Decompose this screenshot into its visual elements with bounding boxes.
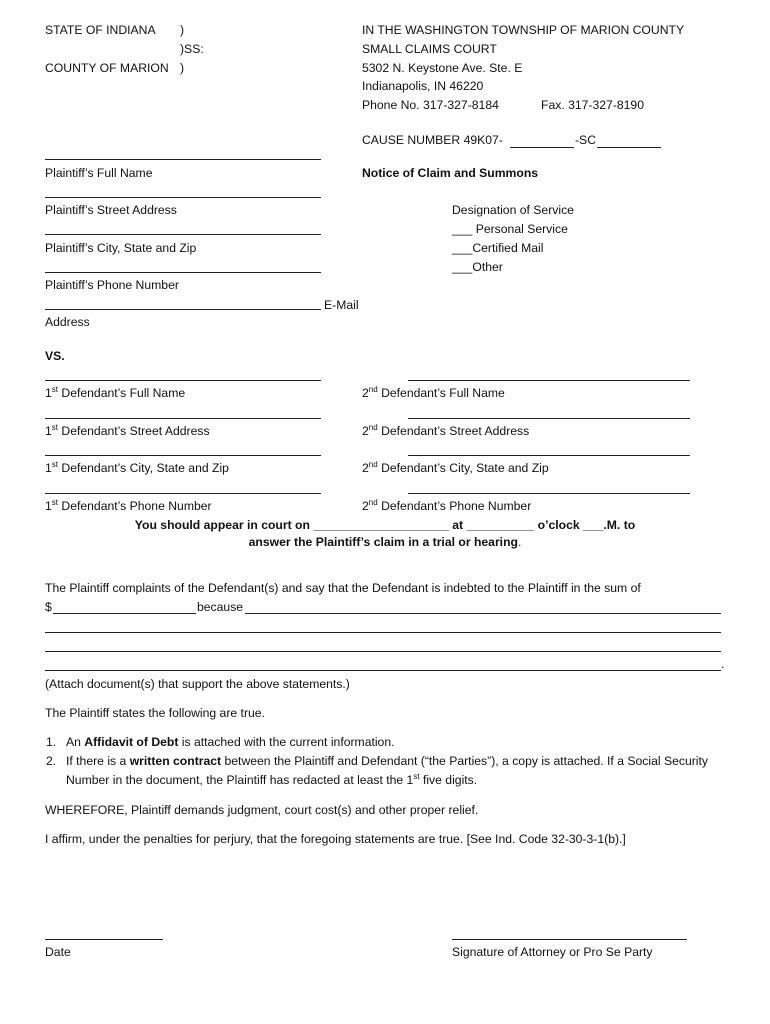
cause-number-blank-1[interactable] [510,147,574,148]
plaintiff-full-name-line[interactable] [45,159,321,160]
court-address-line2: Indianapolis, IN 46220 [362,79,484,93]
defendant1-full-name-line[interactable] [45,380,321,381]
defendant1-phone-line[interactable] [45,493,321,494]
defendant2-phone-label: 2nd Defendant’s Phone Number [362,498,532,513]
defendant2-city-line[interactable] [408,455,690,456]
plaintiff-full-name-label: Plaintiff’s Full Name [45,166,153,180]
service-personal-option[interactable]: ___ Personal Service [452,222,568,236]
versus-label: VS. [45,349,65,363]
complaint-reason-line-1[interactable] [245,613,721,614]
cause-number-blank-2[interactable] [597,147,661,148]
list-item-affidavit: 1. An Affidavit of Debt is attached with the current information. [46,735,395,749]
service-other-option[interactable]: ___Other [452,260,503,274]
defendant2-street-line[interactable] [408,418,690,419]
plaintiff-city-label: Plaintiff’s City, State and Zip [45,241,197,255]
complaint-trailing-period: . [721,657,725,671]
complaint-dollar-sign: $ [45,600,52,614]
plaintiff-phone-line[interactable] [45,272,321,273]
defendant2-street-label: 2nd Defendant’s Street Address [362,423,530,438]
plaintiff-city-line[interactable] [45,234,321,235]
defendant1-street-line[interactable] [45,418,321,419]
complaint-reason-line-4[interactable] [45,670,721,671]
affirmation-statement: I affirm, under the penalties for perjury, that the foregoing statements are true. [See Ind. Code 32-30-3-1(b).] [45,832,626,846]
caption-ss: )SS: [180,42,204,56]
wherefore-statement: WHEREFORE, Plaintiff demands judgment, court cost(s) and other proper relief. [45,803,479,817]
date-line[interactable] [45,939,163,940]
designation-of-service-heading: Designation of Service [452,203,574,217]
cause-number-sc: -SC [575,133,596,147]
complaint-because-label: because [197,600,244,614]
complaint-statement: The Plaintiff complaints of the Defendant(s) and say that the Defendant is indebted to the Plaintiff in the sum of [45,581,641,595]
defendant1-phone-label: 1st Defendant’s Phone Number [45,498,212,513]
appear-in-court-line2: answer the Plaintiff’s claim in a trial or hearing. [248,535,522,549]
complaint-amount-line[interactable] [53,613,196,614]
court-phone: Phone No. 317-327-8184 [362,98,499,112]
plaintiff-phone-label: Plaintiff’s Phone Number [45,278,179,292]
county-of-marion-label: COUNTY OF MARION [45,61,169,75]
court-name-line1: IN THE WASHINGTON TOWNSHIP OF MARION COUNTY [362,23,685,37]
complaint-reason-line-3[interactable] [45,651,721,652]
court-address-line1: 5302 N. Keystone Ave. Ste. E [362,61,523,75]
signature-label: Signature of Attorney or Pro Se Party [452,945,653,959]
plaintiff-street-line[interactable] [45,197,321,198]
plaintiff-email-address-label: Address [45,315,90,329]
complaint-reason-line-2[interactable] [45,632,721,633]
plaintiff-email-label: E-Mail [324,298,359,312]
defendant1-full-name-label: 1st Defendant’s Full Name [45,385,186,400]
court-name-line2: SMALL CLAIMS COURT [362,42,497,56]
defendant2-city-label: 2nd Defendant’s City, State and Zip [362,460,549,475]
state-of-indiana-label: STATE OF INDIANA [45,23,156,37]
plaintiff-street-label: Plaintiff’s Street Address [45,203,177,217]
defendant1-city-label: 1st Defendant’s City, State and Zip [45,460,229,475]
date-label: Date [45,945,71,959]
defendant2-phone-line[interactable] [408,493,690,494]
court-fax: Fax. 317-327-8190 [541,98,644,112]
defendant2-full-name-label: 2nd Defendant’s Full Name [362,385,505,400]
notice-title: Notice of Claim and Summons [362,166,539,180]
list-item-written-contract: 2. If there is a written contract between the Plaintiff and Defendant (“the Parties”), a copy is attached. If a Social Security Number in the document, the Plaintiff has redacted at least the 1st five digits. [46,754,708,787]
service-certified-mail-option[interactable]: ___Certified Mail [452,241,544,255]
caption-paren-bottom: ) [180,61,185,75]
plaintiff-email-line[interactable] [45,309,321,310]
defendant2-full-name-line[interactable] [408,380,690,381]
defendant1-street-label: 1st Defendant’s Street Address [45,423,210,438]
appear-in-court-line1: You should appear in court on ____________________ at __________ o’clock ___.M. to [134,518,636,532]
cause-number-label: CAUSE NUMBER 49K07- [362,133,503,147]
caption-paren-top: ) [180,23,185,37]
plaintiff-states-true: The Plaintiff states the following are true. [45,706,265,720]
signature-line[interactable] [452,939,687,940]
defendant1-city-line[interactable] [45,455,321,456]
attach-documents-note: (Attach document(s) that support the above statements.) [45,677,350,691]
